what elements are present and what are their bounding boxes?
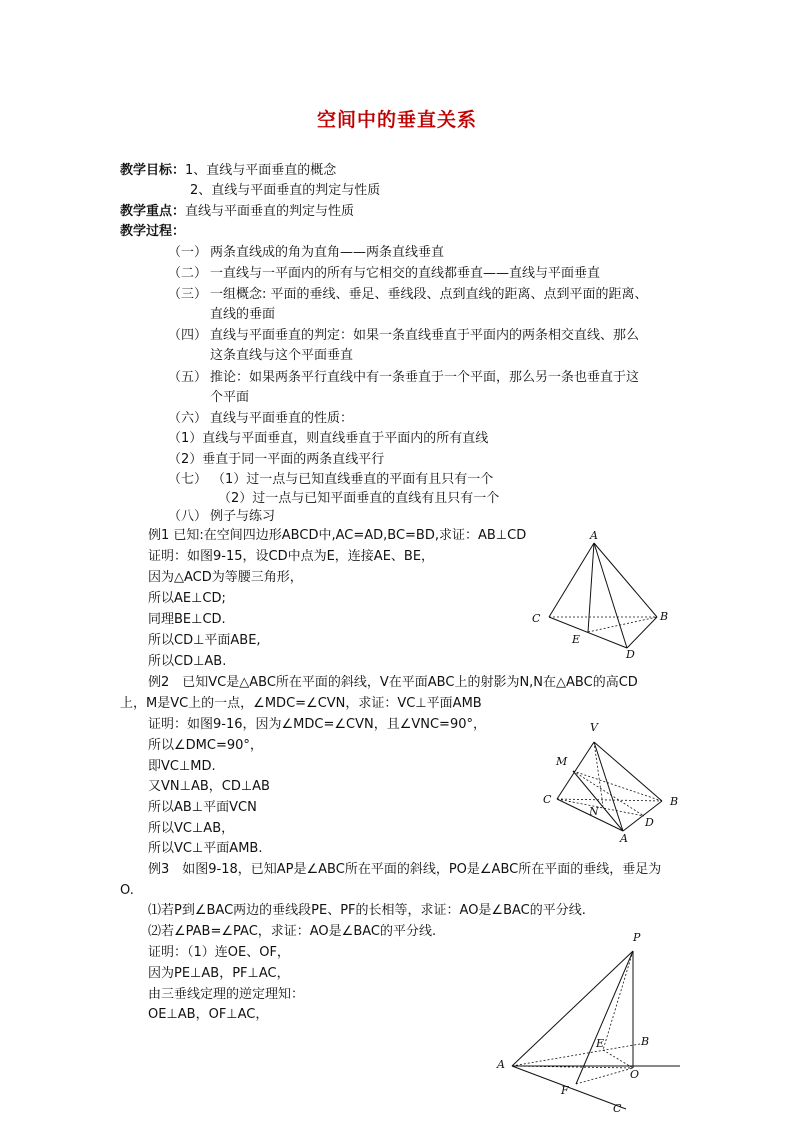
teaching-process-label: 教学过程： [120, 224, 186, 239]
example1-line: 所以CD⊥AB. [148, 654, 227, 669]
label-C: C [543, 793, 552, 806]
edge-AB [623, 801, 662, 831]
example3-line: 例3 如图9-18，已知AP是∠ABC所在平面的斜线，PO是∠ABC所在平面的垂线，垂足为 [148, 862, 662, 877]
label-E: E [572, 633, 581, 646]
label-M: M [556, 755, 568, 768]
teaching-goal-2: 2、直线与平面垂直的判定与性质 [190, 183, 381, 198]
section-6-point-1: （1）直线与平面垂直，则直线垂直于平面内的所有直线 [168, 431, 489, 446]
section-4-cont: 这条直线与这个平面垂直 [210, 348, 354, 363]
edge-PA [512, 951, 633, 1066]
label-B: B [641, 1035, 650, 1048]
section-2-text: 一直线与一平面内的所有与它相交的直线都垂直——直线与平面垂直 [210, 266, 601, 281]
section-7-text: （1）过一点与已知直线垂直的平面有且只有一个 [212, 472, 494, 487]
teaching-goal-label: 教学目标： [120, 163, 186, 178]
label-P: P [633, 931, 641, 944]
edge-FO [576, 1068, 633, 1084]
section-8-label: （八） [168, 509, 208, 524]
example3-line: 证明：（1）连OE、OF， [148, 945, 290, 960]
label-F: F [561, 1084, 569, 1097]
example2-line: 所以VC⊥平面AMB. [148, 841, 263, 856]
edge-VB [594, 742, 662, 801]
example3-line: ⑴若P到∠BAC两边的垂线段PE、PF的长相等，求证：AO是∠BAC的平分线. [148, 903, 586, 918]
example1-line: 所以AE⊥CD; [148, 591, 226, 606]
section-6-point-2: （2）垂直于同一平面的两条直线平行 [168, 452, 385, 467]
example2-line: 所以∠DMC=90°， [148, 738, 263, 753]
example1-line: 例1 已知:在空间四边形ABCD中,AC=AD,BC=BD,求证：AB⊥CD [148, 528, 527, 543]
edge-AD [594, 543, 627, 648]
example1-line: 所以CD⊥平面ABE, [148, 633, 261, 648]
teaching-focus-label: 教学重点： [120, 204, 186, 219]
label-V: V [590, 721, 598, 734]
label-C: C [532, 612, 541, 625]
figure-9-16 [543, 721, 678, 845]
label-A: A [590, 529, 598, 542]
label-N: N [589, 805, 599, 818]
edge-CD [549, 617, 627, 648]
example1-line: 同理BE⊥CD. [148, 612, 226, 627]
example3-line: ⑵若∠PAB=∠PAC，求证：AO是∠BAC的平分线. [148, 924, 437, 939]
edge-DB [627, 617, 657, 648]
edge-AC [549, 543, 594, 617]
label-D: D [626, 648, 635, 661]
edge-PF [576, 951, 633, 1084]
example2-line: 即VC⊥MD. [148, 759, 216, 774]
edge-AE [588, 543, 594, 632]
section-3-cont: 直线的垂面 [210, 307, 276, 322]
section-7-label: （七） [168, 472, 208, 487]
example1-line: 证明：如图9-15，设CD中点为E，连接AE、BE， [148, 549, 435, 564]
section-4-text: 直线与平面垂直的判定：如果一条直线垂直于平面内的两条相交直线、那么 [210, 328, 640, 343]
label-B: B [660, 610, 669, 623]
label-B: B [670, 795, 679, 808]
section-5-text: 推论：如果两条平行直线中有一条垂直于一个平面，那么另一条也垂直于这 [210, 370, 640, 385]
example3-line: 因为PE⊥AB，PF⊥AC， [148, 966, 290, 981]
edge-EB [588, 617, 657, 632]
edge-VC [557, 742, 594, 799]
section-7-point-2: （2）过一点与已知平面垂直的直线有且只有一个 [218, 491, 500, 506]
example3-line: OE⊥AB，OF⊥AC， [148, 1007, 269, 1022]
teaching-focus: 直线与平面垂直的判定与性质 [185, 204, 355, 219]
label-C: C [613, 1102, 622, 1115]
section-4-label: （四） [168, 328, 208, 343]
edge-CB [557, 799, 662, 801]
section-6-text: 直线与平面垂直的性质： [210, 411, 354, 426]
example2-line: 证明：如图9-16，因为∠MDC=∠CVN，且∠VNC=90°， [148, 717, 486, 732]
figure-9-18 [496, 931, 680, 1115]
label-D: D [645, 816, 654, 829]
section-3-text: 一组概念: 平面的垂线、垂足、垂线段、点到直线的距离、点到平面的距离、 [210, 287, 648, 302]
teaching-goal-1: 1、直线与平面垂直的概念 [185, 163, 337, 178]
page-title: 空间中的垂直关系 [316, 109, 477, 131]
section-2-label: （二） [168, 266, 208, 281]
label-A: A [497, 1058, 505, 1071]
section-6-label: （六） [168, 411, 208, 426]
label-E: E [596, 1037, 605, 1050]
section-5-label: （五） [168, 370, 208, 385]
example2-line: 上，M是VC上的一点，∠MDC=∠CVN，求证：VC⊥平面AMB [120, 696, 482, 711]
section-1-text: 两条直线成的角为直角——两条直线垂直 [210, 245, 445, 260]
edge-VN [594, 742, 603, 806]
example3-line: 由三垂线定理的逆定理知： [148, 987, 305, 1002]
section-1-label: （一） [168, 245, 208, 260]
section-5-cont: 个平面 [210, 390, 250, 405]
example3-line: O. [120, 883, 134, 898]
edge-MB [573, 771, 662, 801]
example2-line: 所以AB⊥平面VCN [148, 800, 257, 815]
label-O: O [630, 1068, 640, 1081]
edge-EO [603, 1050, 633, 1068]
example1-line: 因为△ACD为等腰三角形， [148, 570, 303, 585]
edge-MA [573, 771, 623, 831]
label-A: A [620, 832, 628, 845]
ray-AC [512, 1066, 626, 1109]
example2-line: 例2 已知VC是△ABC所在平面的斜线，V在平面ABC上的射影为N,N在△ABC的高CD [148, 675, 638, 690]
example2-line: 所以VC⊥AB， [148, 821, 235, 836]
example2-line: 又VN⊥AB，CD⊥AB [148, 779, 270, 794]
edge-AB [594, 543, 657, 617]
section-3-label: （三） [168, 287, 208, 302]
figure-9-15 [532, 529, 668, 661]
section-8-text: 例子与练习 [210, 509, 276, 524]
